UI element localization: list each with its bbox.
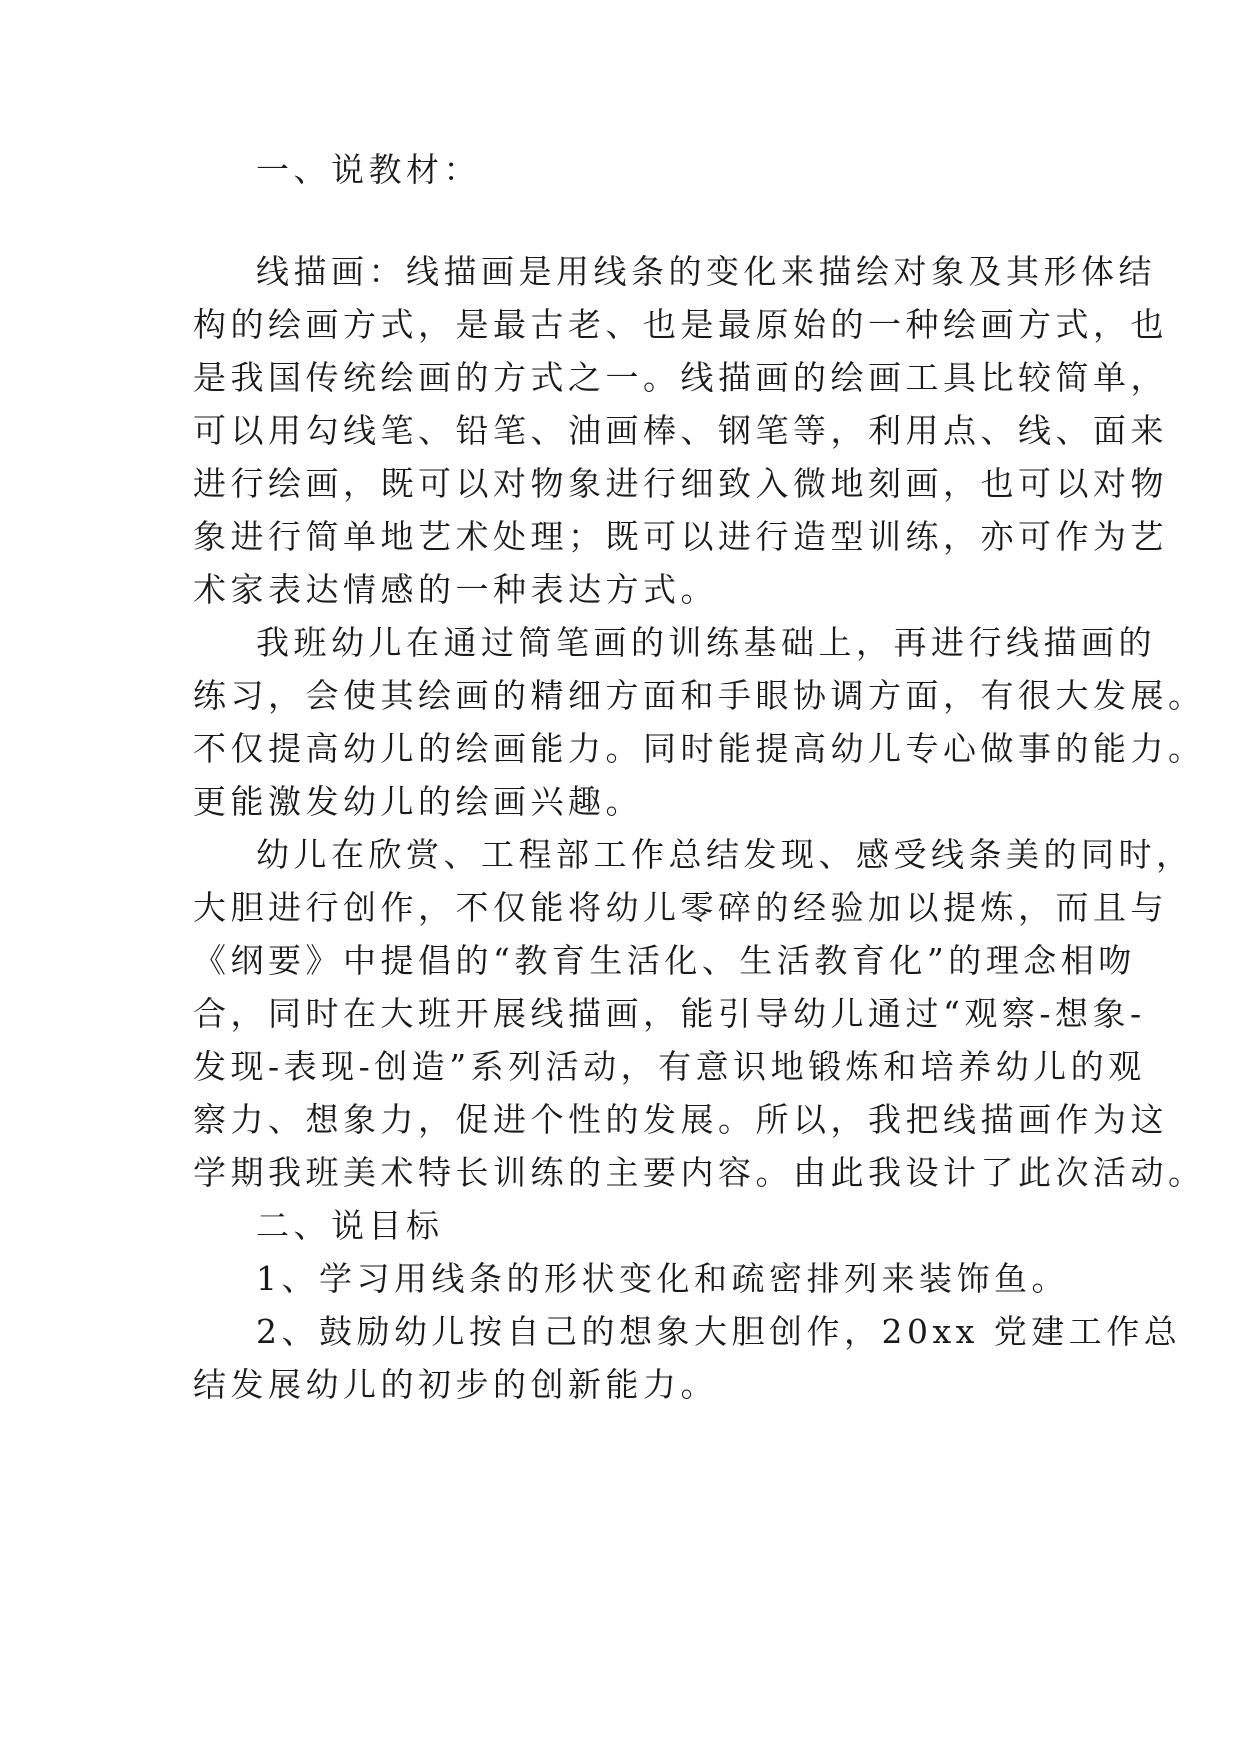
paragraph-line: 构的绘画方式，是最古老、也是最原始的一种绘画方式，也 (193, 305, 1168, 344)
paragraph-line: 更能激发幼儿的绘画兴趣。 (193, 782, 643, 821)
heading-section-1: 一、说教材： (256, 150, 481, 189)
paragraph-line: 不仅提高幼儿的绘画能力。同时能提高幼儿专心做事的能力。 (193, 729, 1206, 768)
goal-item-2: 2、鼓励幼儿按自己的想象大胆创作，20xx 党建工作总 (256, 1312, 1182, 1351)
paragraph-line: 练习，会使其绘画的精细方面和手眼协调方面，有很大发展。 (193, 676, 1206, 715)
paragraph-line: 可以用勾线笔、铅笔、油画棒、钢笔等，利用点、线、面来 (193, 411, 1168, 450)
paragraph-line: 进行绘画，既可以对物象进行细致入微地刻画，也可以对物 (193, 464, 1168, 503)
paragraph-line: 术家表达情感的一种表达方式。 (193, 570, 718, 609)
paragraph-line: 学期我班美术特长训练的主要内容。由此我设计了此次活动。 (193, 1153, 1206, 1192)
paragraph-line: 是我国传统绘画的方式之一。线描画的绘画工具比较简单， (193, 358, 1168, 397)
heading-section-2: 二、说目标 (256, 1206, 444, 1245)
paragraph-line: 察力、想象力，促进个性的发展。所以，我把线描画作为这 (193, 1100, 1168, 1139)
paragraph-line: 线描画：线描画是用线条的变化来描绘对象及其形体结 (256, 252, 1156, 291)
goal-item-2-continued: 结发展幼儿的初步的创新能力。 (193, 1365, 718, 1404)
paragraph-line: 发现-表现-创造”系列活动，有意识地锻炼和培养幼儿的观 (193, 1047, 1146, 1086)
paragraph-line: 合，同时在大班开展线描画，能引导幼儿通过“观察-想象- (193, 994, 1146, 1033)
paragraph-line: 我班幼儿在通过简笔画的训练基础上，再进行线描画的 (256, 623, 1156, 662)
paragraph-line: 幼儿在欣赏、工程部工作总结发现、感受线条美的同时， (256, 835, 1194, 874)
goal-item-1: 1、学习用线条的形状变化和疏密排列来装饰鱼。 (256, 1259, 1069, 1298)
paragraph-line: 《纲要》中提倡的“教育生活化、生活教育化”的理念相吻 (193, 941, 1136, 980)
paragraph-line: 象进行简单地艺术处理；既可以进行造型训练，亦可作为艺 (193, 517, 1168, 556)
paragraph-line: 大胆进行创作，不仅能将幼儿零碎的经验加以提炼，而且与 (193, 888, 1168, 927)
